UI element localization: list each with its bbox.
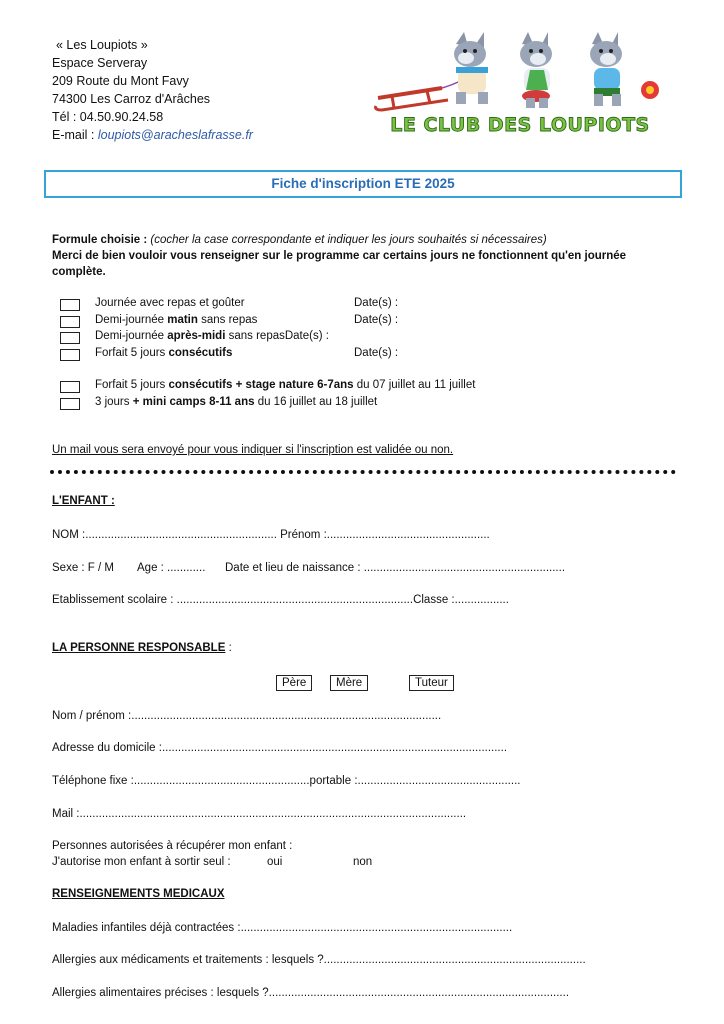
section-enfant: L'ENFANT :: [52, 495, 115, 507]
formule-notice: Merci de bien vouloir vous renseigner sur le programme car certains jours ne fonctionnent qu'en journée complète.: [52, 250, 627, 278]
wolf-icon: [590, 32, 622, 106]
formule-label: Formule choisie :: [52, 234, 148, 246]
checkbox-forfait[interactable]: [60, 349, 80, 361]
org-street: 209 Route du Mont Favy: [52, 74, 189, 88]
option-forfait-label: Forfait 5 jours consécutifs: [95, 347, 233, 359]
option-mini-camps-label: 3 jours + mini camps 8-11 ans du 16 juillet au 18 juillet: [95, 396, 378, 408]
section-responsable-wrap: [52, 642, 232, 654]
org-city: 74300 Les Carroz d'Arâches: [52, 92, 211, 106]
wolf-icon: [454, 32, 488, 104]
ball-icon: [641, 81, 659, 99]
enfant-sexe[interactable]: Sexe : F / M: [52, 562, 114, 574]
sortir-seul-label: J'autorise mon enfant à sortir seul :: [52, 856, 231, 868]
checkbox-journee[interactable]: [60, 299, 80, 311]
section-medical: RENSEIGNEMENTS MEDICAUX: [52, 888, 225, 900]
section-responsable: LA PERSONNE RESPONSABLE: [52, 642, 226, 654]
responsable-mail-line[interactable]: Mail :.........................................................................................................................: [52, 808, 467, 820]
wolf-icon: [520, 32, 552, 108]
responsable-tel-line[interactable]: Téléphone fixe :.......................................................portable :...................................................: [52, 775, 521, 787]
org-email-line: [52, 126, 253, 144]
email-link[interactable]: loupiots@aracheslafrasse.fr: [97, 128, 253, 142]
personnes-autorisees[interactable]: Personnes autorisées à récupérer mon enfant :: [52, 840, 293, 852]
enfant-age[interactable]: Age : ............: [137, 562, 206, 574]
maladies-line[interactable]: Maladies infantiles déjà contractées :.....................................................................................: [52, 922, 513, 934]
choice-mere[interactable]: Mère: [330, 675, 368, 691]
org-place: Espace Serveray: [52, 56, 148, 70]
address-block: [52, 36, 253, 144]
checkbox-stage-nature[interactable]: [60, 381, 80, 393]
option-journee-label: Journée avec repas et goûter: [95, 297, 245, 309]
option-apres-midi-label: Demi-journée après-midi sans repasDate(s) :: [95, 330, 329, 342]
formule-hint: (cocher la case correspondante et indiquer les jours souhaités si nécessaires): [147, 234, 547, 246]
enfant-naissance[interactable]: Date et lieu de naissance : ...............................................................: [225, 562, 566, 574]
responsable-adresse-line[interactable]: Adresse du domicile :............................................................................................................: [52, 742, 508, 754]
logo-text: LE CLUB DES LOUPIOTS: [390, 114, 650, 136]
allergies-alimentaires-line[interactable]: Allergies alimentaires précises : lesquels ?..............................................................................................: [52, 987, 570, 999]
org-phone: Tél : 04.50.90.24.58: [52, 110, 164, 124]
allergies-medicaments-line[interactable]: Allergies aux médicaments et traitements : lesquels ?..................................................................................: [52, 954, 586, 966]
sortir-oui[interactable]: oui: [267, 856, 283, 868]
section-responsable-suffix: :: [225, 642, 232, 654]
sortir-non[interactable]: non: [353, 856, 373, 868]
option-matin-dates: Date(s) :: [354, 314, 399, 326]
option-stage-nature-label: Forfait 5 jours consécutifs + stage nature 6-7ans du 07 juillet au 11 juillet: [95, 379, 476, 391]
wolves-illustration: [372, 30, 668, 140]
dotted-separator: [50, 470, 676, 474]
choice-tuteur[interactable]: Tuteur: [409, 675, 454, 691]
checkbox-mini-camps[interactable]: [60, 398, 80, 410]
responsable-nom-line[interactable]: Nom / prénom :.................................................................................................: [52, 710, 442, 722]
formule-intro: [52, 232, 672, 280]
option-forfait-dates: Date(s) :: [354, 347, 399, 359]
option-matin-label: Demi-journée matin sans repas: [95, 314, 258, 326]
enfant-etablissement[interactable]: Etablissement scolaire : ..........................................................................Classe :.................: [52, 594, 509, 606]
email-label: E-mail :: [52, 128, 98, 142]
sled-icon: [376, 82, 458, 110]
org-name: « Les Loupiots »: [56, 38, 148, 52]
club-logo: [372, 30, 668, 140]
checkbox-matin[interactable]: [60, 316, 80, 328]
form-title: Fiche d'inscription ETE 2025: [44, 170, 682, 198]
option-journee-dates: Date(s) :: [354, 297, 399, 309]
mail-note: Un mail vous sera envoyé pour vous indiquer si l'inscription est validée ou non.: [52, 444, 454, 456]
checkbox-apres-midi[interactable]: [60, 332, 80, 344]
choice-pere[interactable]: Père: [276, 675, 312, 691]
enfant-nom-line[interactable]: NOM :............................................................ Prénom :...................................................: [52, 529, 490, 541]
